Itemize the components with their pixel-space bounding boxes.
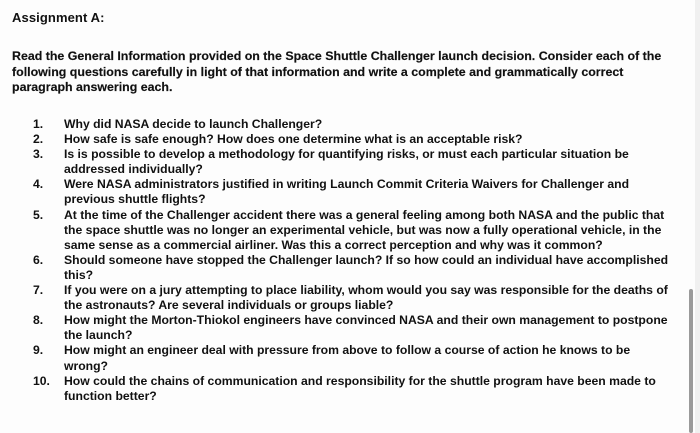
question-number: 8.: [33, 313, 44, 328]
question-number: 6.: [33, 252, 44, 267]
question-item: [33, 343, 673, 373]
question-text: How could the chains of communication and responsibility for the shuttle program have been made to function better?: [64, 373, 656, 403]
question-text: Is is possible to develop a methodology for quantifying risks, or must each particular situation be addressed individually?: [64, 147, 629, 177]
question-number: 3.: [33, 147, 44, 162]
question-text: Why did NASA decide to launch Challenger?: [64, 117, 323, 131]
question-item: [33, 283, 673, 313]
question-number: 4.: [33, 177, 44, 192]
question-text: How might an engineer deal with pressure from above to follow a course of action he knows to be wrong?: [64, 343, 631, 373]
question-text: How safe is safe enough? How does one determine what is an acceptable risk?: [64, 132, 523, 147]
question-item: [33, 208, 673, 253]
intro-paragraph: Read the General Information provided on the Space Shuttle Challenger launch decision. Consider each of the following questions carefully in light of that information and write a complete and grammatically correct paragraph answering each.: [12, 49, 662, 95]
question-number: 9.: [33, 343, 44, 358]
question-item: [33, 147, 673, 177]
question-number: 10.: [33, 373, 50, 388]
question-number: 7.: [33, 283, 44, 298]
question-text: Were NASA administrators justified in writing Launch Commit Criteria Waivers for Challenger and previous shuttle flights?: [64, 177, 630, 207]
question-item: [33, 374, 673, 404]
question-text: At the time of the Challenger accident there was a general feeling among both NASA and the public that the space shuttle was no longer an experimental vehicle, but was now a fully operational vehicle, in the same sense as a commercial airliner. Was this a correct perception and why was it common?: [64, 207, 665, 252]
question-text: If you were on a jury attempting to place liability, whom would you say was responsible for the deaths of the astronauts? Are several individuals or groups liable?: [64, 283, 668, 313]
question-list: [33, 117, 673, 404]
question-number: 2.: [33, 132, 44, 147]
question-item: [33, 177, 673, 207]
question-item: [33, 117, 673, 132]
question-number: 1.: [33, 117, 44, 131]
vertical-scrollbar[interactable]: [689, 289, 693, 433]
question-text: Should someone have stopped the Challenger launch? If so how could an individual have accomplished this?: [64, 252, 669, 282]
page-edge: [695, 0, 700, 433]
assignment-heading: Assignment A:: [12, 10, 105, 25]
question-item: [33, 313, 673, 343]
question-number: 5.: [33, 207, 44, 222]
question-item: [33, 132, 673, 147]
question-text: How might the Morton-Thiokol engineers have convinced NASA and their own management to postpone the launch?: [64, 313, 668, 343]
question-item: [33, 253, 673, 283]
